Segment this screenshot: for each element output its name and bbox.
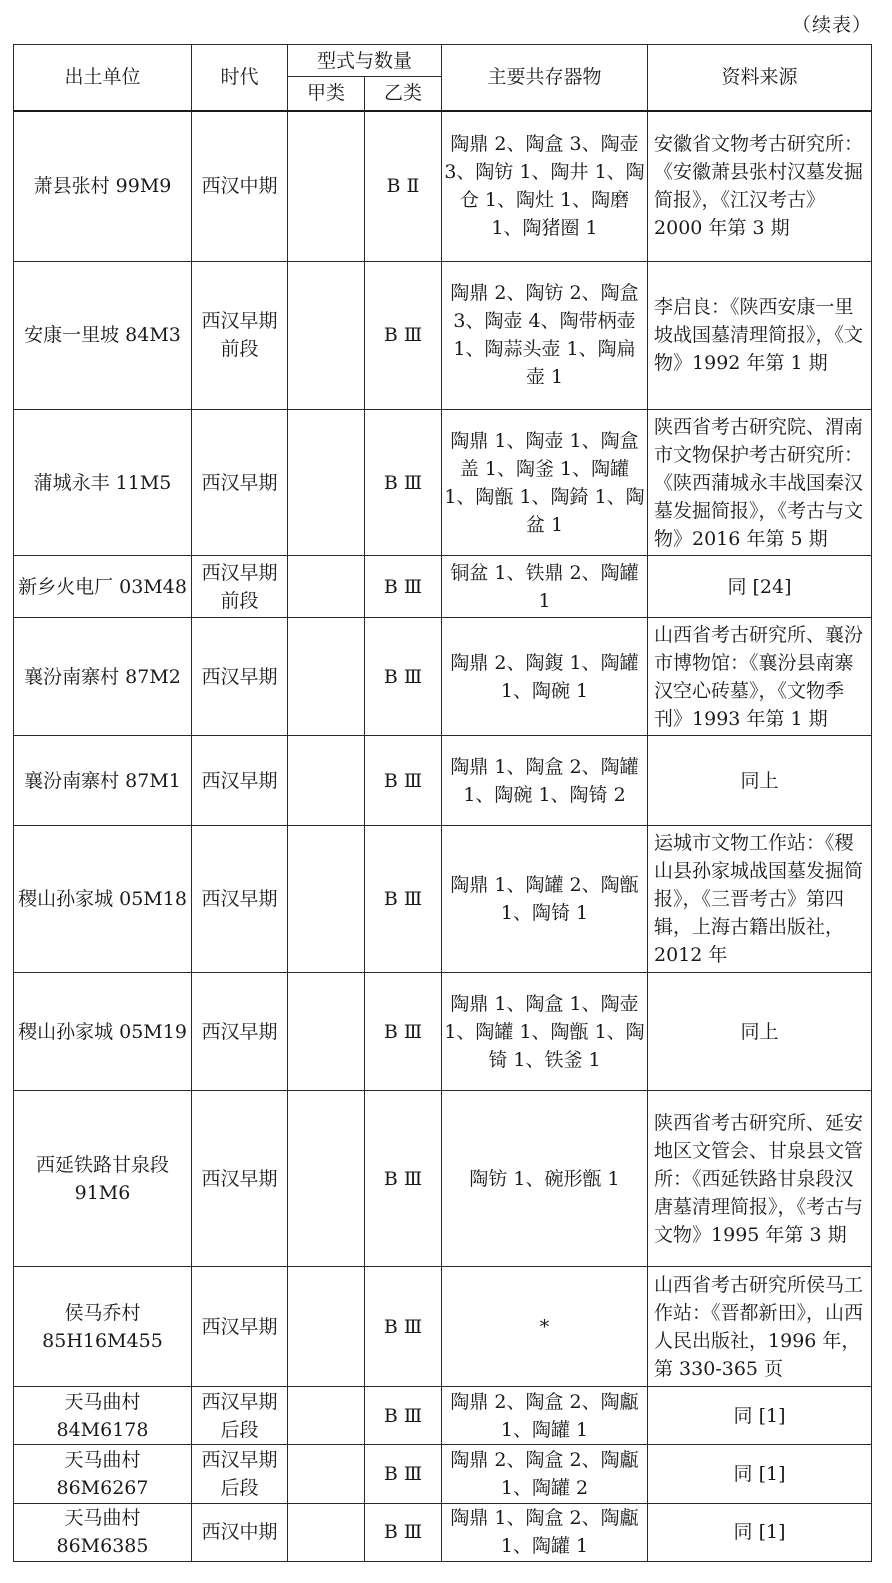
cell-yi: B Ⅲ	[365, 736, 442, 825]
cell-coexisting: 陶钫 1、碗形甑 1	[442, 1091, 648, 1267]
cell-period: 西汉早期	[192, 1267, 288, 1387]
cell-period: 西汉早期	[192, 825, 288, 972]
cell-yi: B Ⅲ	[365, 556, 442, 617]
cell-yi: B Ⅲ	[365, 1503, 442, 1561]
table-row	[14, 409, 872, 556]
cell-yi: B Ⅲ	[365, 972, 442, 1091]
cell-yi: B Ⅲ	[365, 1445, 442, 1503]
cell-source: 安徽省文物考古研究所：《安徽萧县张村汉墓发掘简报》，《江汉考古》2000 年第 3 期	[648, 111, 872, 262]
cell-coexisting: 陶鼎 2、陶钫 2、陶盒 3、陶壶 4、陶带柄壶 1、陶蒜头壶 1、陶扁壶 1	[442, 261, 648, 409]
cell-jia	[288, 617, 365, 736]
cell-coexisting: 陶鼎 1、陶罐 2、陶甑 1、陶锜 1	[442, 825, 648, 972]
cell-unit: 稷山孙家城 05M19	[14, 972, 192, 1091]
cell-unit: 新乡火电厂 03M48	[14, 556, 192, 617]
header-unit: 出土单位	[14, 45, 192, 111]
cell-unit: 襄汾南寨村 87M1	[14, 736, 192, 825]
cell-jia	[288, 1445, 365, 1503]
table-row	[14, 972, 872, 1091]
cell-jia	[288, 261, 365, 409]
header-period: 时代	[192, 45, 288, 111]
cell-jia	[288, 825, 365, 972]
cell-unit: 侯马乔村 85H16M455	[14, 1267, 192, 1387]
header-type-count: 型式与数量	[288, 45, 442, 77]
table-row	[14, 261, 872, 409]
header-yi: 乙类	[365, 77, 442, 111]
data-table	[13, 44, 872, 1562]
cell-coexisting: 陶鼎 2、陶鍑 1、陶罐 1、陶碗 1	[442, 617, 648, 736]
cell-unit: 蒲城永丰 11M5	[14, 409, 192, 556]
cell-yi: B Ⅲ	[365, 825, 442, 972]
cell-yi: B Ⅲ	[365, 261, 442, 409]
cell-source: 同 [24]	[648, 556, 872, 617]
continued-label: （续表）	[791, 14, 872, 36]
table-row	[14, 736, 872, 825]
table-row	[14, 1445, 872, 1503]
cell-source: 运城市文物工作站：《稷山县孙家城战国墓发掘简报》，《三晋考古》第四辑，上海古籍出版社，2012 年	[648, 825, 872, 972]
cell-unit: 襄汾南寨村 87M2	[14, 617, 192, 736]
cell-coexisting: 铜盆 1、铁鼎 2、陶罐 1	[442, 556, 648, 617]
cell-source: 同上	[648, 972, 872, 1091]
cell-unit: 安康一里坡 84M3	[14, 261, 192, 409]
table-row	[14, 1091, 872, 1267]
cell-jia	[288, 1267, 365, 1387]
cell-period: 西汉早期	[192, 1091, 288, 1267]
cell-coexisting: 陶鼎 1、陶盒 2、陶罐 1、陶碗 1、陶锜 2	[442, 736, 648, 825]
cell-period: 西汉早期前段	[192, 261, 288, 409]
cell-source: 同 [1]	[648, 1445, 872, 1503]
cell-source: 同 [1]	[648, 1386, 872, 1444]
cell-period: 西汉早期	[192, 972, 288, 1091]
cell-coexisting: 陶鼎 1、陶盒 1、陶壶 1、陶罐 1、陶甑 1、陶锜 1、铁釜 1	[442, 972, 648, 1091]
cell-unit: 天马曲村 86M6267	[14, 1445, 192, 1503]
cell-period: 西汉早期前段	[192, 556, 288, 617]
cell-jia	[288, 409, 365, 556]
cell-unit: 天马曲村 84M6178	[14, 1386, 192, 1444]
cell-source: 李启良：《陕西安康一里坡战国墓清理简报》，《文物》1992 年第 1 期	[648, 261, 872, 409]
table-row	[14, 556, 872, 617]
cell-unit: 稷山孙家城 05M18	[14, 825, 192, 972]
cell-source: 陕西省考古研究所、延安地区文管会、甘泉县文管所：《西延铁路甘泉段汉唐墓清理简报》，《考古与文物》1995 年第 3 期	[648, 1091, 872, 1267]
cell-yi: B Ⅲ	[365, 617, 442, 736]
cell-period: 西汉早期后段	[192, 1445, 288, 1503]
cell-coexisting: 陶鼎 2、陶盒 2、陶甗 1、陶罐 2	[442, 1445, 648, 1503]
cell-source: 同 [1]	[648, 1503, 872, 1561]
cell-jia	[288, 111, 365, 262]
cell-unit: 天马曲村 86M6385	[14, 1503, 192, 1561]
cell-source: 山西省考古研究所侯马工作站：《晋都新田》，山西人民出版社，1996 年，第 330-365 页	[648, 1267, 872, 1387]
table-row	[14, 825, 872, 972]
cell-yi: B Ⅲ	[365, 1091, 442, 1267]
cell-yi: B Ⅱ	[365, 111, 442, 262]
cell-coexisting: 陶鼎 2、陶盒 2、陶甗 1、陶罐 1	[442, 1386, 648, 1444]
cell-source: 同上	[648, 736, 872, 825]
cell-yi: B Ⅲ	[365, 409, 442, 556]
table-row	[14, 617, 872, 736]
cell-unit: 西延铁路甘泉段 91M6	[14, 1091, 192, 1267]
cell-period: 西汉早期	[192, 617, 288, 736]
header-source: 资料来源	[648, 45, 872, 111]
cell-coexisting: *	[442, 1267, 648, 1387]
cell-period: 西汉早期	[192, 409, 288, 556]
cell-coexisting: 陶鼎 2、陶盒 3、陶壶 3、陶钫 1、陶井 1、陶仓 1、陶灶 1、陶磨 1、陶猪圈 1	[442, 111, 648, 262]
cell-source: 山西省考古研究所、襄汾市博物馆：《襄汾县南寨汉空心砖墓》，《文物季刊》1993 年第 1 期	[648, 617, 872, 736]
cell-yi: B Ⅲ	[365, 1267, 442, 1387]
cell-jia	[288, 1386, 365, 1444]
table-row	[14, 1386, 872, 1444]
table-row	[14, 111, 872, 262]
cell-period: 西汉中期	[192, 1503, 288, 1561]
cell-coexisting: 陶鼎 1、陶盒 2、陶甗 1、陶罐 1	[442, 1503, 648, 1561]
cell-jia	[288, 1091, 365, 1267]
table-row	[14, 1267, 872, 1387]
cell-jia	[288, 1503, 365, 1561]
cell-coexisting: 陶鼎 1、陶壶 1、陶盒盖 1、陶釜 1、陶罐 1、陶甑 1、陶錡 1、陶盆 1	[442, 409, 648, 556]
cell-yi: B Ⅲ	[365, 1386, 442, 1444]
cell-jia	[288, 736, 365, 825]
cell-jia	[288, 556, 365, 617]
cell-period: 西汉中期	[192, 111, 288, 262]
table-row	[14, 1503, 872, 1561]
cell-period: 西汉早期后段	[192, 1386, 288, 1444]
cell-source: 陕西省考古研究院、渭南市文物保护考古研究所：《陕西蒲城永丰战国秦汉墓发掘简报》，《考古与文物》2016 年第 5 期	[648, 409, 872, 556]
cell-period: 西汉早期	[192, 736, 288, 825]
header-jia: 甲类	[288, 77, 365, 111]
header-coexisting: 主要共存器物	[442, 45, 648, 111]
cell-jia	[288, 972, 365, 1091]
cell-unit: 萧县张村 99M9	[14, 111, 192, 262]
